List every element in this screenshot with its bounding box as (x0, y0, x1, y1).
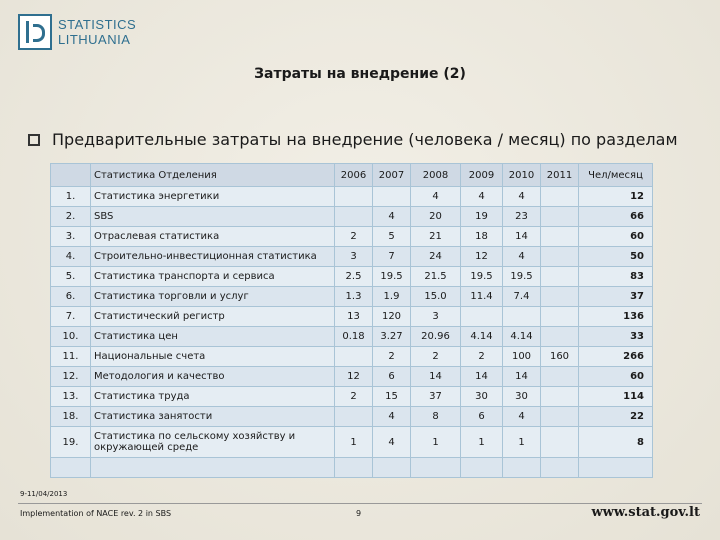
row-name: Статистика труда (91, 387, 335, 407)
header-cell: 2011 (541, 164, 579, 187)
year-value: 4 (503, 187, 541, 207)
header-cell: Чел/месяц (579, 164, 653, 187)
year-value: 21 (411, 227, 461, 247)
year-value: 18 (461, 227, 503, 247)
year-value: 20.96 (411, 327, 461, 347)
header-cell: 2008 (411, 164, 461, 187)
logo-text (58, 17, 136, 47)
year-value: 120 (373, 307, 411, 327)
year-value: 19 (461, 207, 503, 227)
year-value (461, 458, 503, 478)
year-value: 19.5 (373, 267, 411, 287)
year-value (335, 458, 373, 478)
subtitle-text: Предварительные затраты на внедрение (человека / месяц) по разделам (52, 130, 678, 149)
logo-line-1: STATISTICS (58, 17, 137, 32)
row-number: 19. (51, 427, 91, 458)
slide-subtitle (28, 130, 678, 149)
row-total: 114 (579, 387, 653, 407)
year-value: 7 (373, 247, 411, 267)
row-total: 66 (579, 207, 653, 227)
year-value (541, 287, 579, 307)
table-row (51, 327, 653, 347)
row-name: Строительно-инвестиционная статистика (91, 247, 335, 267)
header-cell: 2007 (373, 164, 411, 187)
costs-table (50, 163, 653, 478)
header-cell (51, 164, 91, 187)
year-value: 19.5 (461, 267, 503, 287)
statistics-lithuania-logo-icon (18, 14, 52, 50)
table-header-row (51, 164, 653, 187)
year-value: 6 (461, 407, 503, 427)
row-number: 4. (51, 247, 91, 267)
row-name: Методология и качество (91, 367, 335, 387)
year-value: 7.4 (503, 287, 541, 307)
year-value: 1 (411, 427, 461, 458)
year-value (373, 458, 411, 478)
year-value: 160 (541, 347, 579, 367)
row-number: 7. (51, 307, 91, 327)
table-row (51, 427, 653, 458)
year-value: 12 (461, 247, 503, 267)
year-value: 1 (335, 427, 373, 458)
row-number: 3. (51, 227, 91, 247)
slide-title: Затраты на внедрение (2) (254, 66, 466, 82)
year-value: 4 (503, 247, 541, 267)
year-value: 20 (411, 207, 461, 227)
year-value: 14 (411, 367, 461, 387)
table-row (51, 387, 653, 407)
row-name: Статистика транспорта и сервиса (91, 267, 335, 287)
table-row (51, 347, 653, 367)
year-value: 4 (461, 187, 503, 207)
year-value: 14 (461, 367, 503, 387)
year-value (503, 307, 541, 327)
year-value: 2 (411, 347, 461, 367)
year-value: 1.9 (373, 287, 411, 307)
year-value (541, 387, 579, 407)
table-row (51, 187, 653, 207)
year-value (541, 427, 579, 458)
year-value: 3.27 (373, 327, 411, 347)
year-value: 2 (461, 347, 503, 367)
year-value: 19.5 (503, 267, 541, 287)
table-row (51, 458, 653, 478)
row-total: 8 (579, 427, 653, 458)
year-value (503, 458, 541, 478)
year-value (335, 207, 373, 227)
logo (18, 14, 136, 50)
year-value (373, 187, 411, 207)
row-total: 136 (579, 307, 653, 327)
year-value: 4 (411, 187, 461, 207)
year-value (461, 307, 503, 327)
row-name: Статистика энергетики (91, 187, 335, 207)
table-row (51, 207, 653, 227)
row-number: 12. (51, 367, 91, 387)
row-total (579, 458, 653, 478)
row-number: 1. (51, 187, 91, 207)
year-value: 5 (373, 227, 411, 247)
row-number: 13. (51, 387, 91, 407)
table-row (51, 247, 653, 267)
row-total: 83 (579, 267, 653, 287)
row-name: Статистика торговли и услуг (91, 287, 335, 307)
year-value: 12 (335, 367, 373, 387)
table-row (51, 267, 653, 287)
row-total: 60 (579, 227, 653, 247)
year-value: 4.14 (503, 327, 541, 347)
row-number (51, 458, 91, 478)
table-row (51, 287, 653, 307)
row-total: 37 (579, 287, 653, 307)
year-value (541, 407, 579, 427)
year-value: 6 (373, 367, 411, 387)
footer-caption: Implementation of NACE rev. 2 in SBS (20, 509, 172, 518)
footer-divider (18, 503, 702, 504)
year-value (411, 458, 461, 478)
table-row (51, 407, 653, 427)
year-value: 37 (411, 387, 461, 407)
table-row (51, 227, 653, 247)
row-number: 10. (51, 327, 91, 347)
year-value (541, 367, 579, 387)
year-value: 30 (461, 387, 503, 407)
year-value: 1.3 (335, 287, 373, 307)
year-value: 11.4 (461, 287, 503, 307)
year-value: 15.0 (411, 287, 461, 307)
year-value: 4 (373, 407, 411, 427)
year-value: 13 (335, 307, 373, 327)
page-number: 9 (356, 509, 362, 518)
footer-url: www.stat.gov.lt (591, 505, 700, 520)
year-value (541, 267, 579, 287)
footer-date: 9-11/04/2013 (20, 490, 68, 498)
row-name: Статистика цен (91, 327, 335, 347)
row-number: 11. (51, 347, 91, 367)
year-value: 8 (411, 407, 461, 427)
year-value: 3 (335, 247, 373, 267)
row-name: Национальные счета (91, 347, 335, 367)
year-value (541, 327, 579, 347)
row-name: Отраслевая статистика (91, 227, 335, 247)
row-total: 60 (579, 367, 653, 387)
year-value: 0.18 (335, 327, 373, 347)
year-value: 15 (373, 387, 411, 407)
year-value (541, 247, 579, 267)
year-value: 2 (335, 227, 373, 247)
year-value: 23 (503, 207, 541, 227)
year-value: 14 (503, 227, 541, 247)
year-value: 2.5 (335, 267, 373, 287)
year-value: 14 (503, 367, 541, 387)
year-value (335, 407, 373, 427)
year-value (541, 227, 579, 247)
row-name: Статистика по сельскому хозяйству и окружающей среде (91, 427, 335, 458)
row-total: 22 (579, 407, 653, 427)
row-name (91, 458, 335, 478)
year-value (541, 307, 579, 327)
logo-line-2: LITHUANIA (58, 32, 131, 47)
year-value: 30 (503, 387, 541, 407)
year-value: 100 (503, 347, 541, 367)
year-value (335, 187, 373, 207)
year-value: 4.14 (461, 327, 503, 347)
year-value: 2 (373, 347, 411, 367)
row-total: 33 (579, 327, 653, 347)
year-value: 4 (373, 207, 411, 227)
row-name: SBS (91, 207, 335, 227)
year-value: 24 (411, 247, 461, 267)
row-number: 5. (51, 267, 91, 287)
row-total: 12 (579, 187, 653, 207)
table-row (51, 307, 653, 327)
year-value (541, 458, 579, 478)
year-value: 21.5 (411, 267, 461, 287)
row-number: 18. (51, 407, 91, 427)
row-name: Статистический регистр (91, 307, 335, 327)
header-cell: 2009 (461, 164, 503, 187)
year-value: 2 (335, 387, 373, 407)
row-total: 50 (579, 247, 653, 267)
row-name: Статистика занятости (91, 407, 335, 427)
year-value: 1 (461, 427, 503, 458)
header-cell: 2010 (503, 164, 541, 187)
header-cell: Статистика Отделения (91, 164, 335, 187)
row-total: 266 (579, 347, 653, 367)
year-value: 1 (503, 427, 541, 458)
row-number: 2. (51, 207, 91, 227)
year-value (541, 187, 579, 207)
year-value: 4 (373, 427, 411, 458)
table-row (51, 367, 653, 387)
year-value: 3 (411, 307, 461, 327)
row-number: 6. (51, 287, 91, 307)
year-value: 4 (503, 407, 541, 427)
header-cell: 2006 (335, 164, 373, 187)
year-value (541, 207, 579, 227)
checkbox-bullet-icon (28, 134, 40, 146)
year-value (335, 347, 373, 367)
